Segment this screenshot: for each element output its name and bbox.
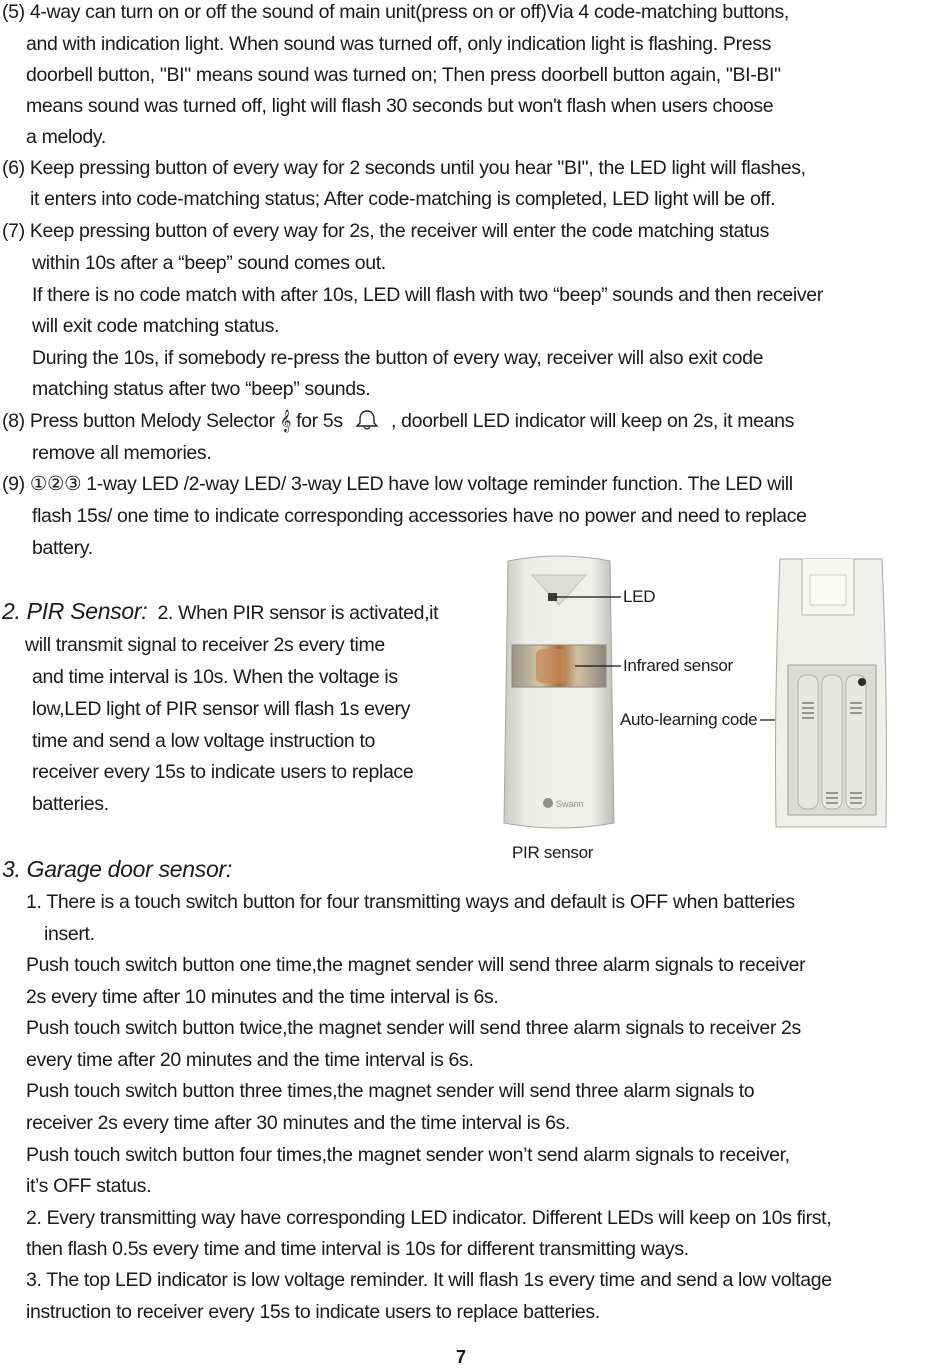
item-7-line-5: During the 10s, if somebody re-press the button of every way, receiver will also exit code [32, 347, 764, 369]
item-9-line-3: battery. [32, 537, 93, 559]
garage-line-14: instruction to receiver every 15s to indicate users to replace batteries. [26, 1301, 600, 1323]
garage-line-6: every time after 20 minutes and the time interval is 6s. [26, 1049, 474, 1071]
item-7-line-6: matching status after two “beep” sounds. [32, 378, 371, 400]
garage-line-1: 1. There is a touch switch button for four transmitting ways and default is OFF when batteries [26, 891, 795, 913]
garage-heading: 3. Garage door sensor: [2, 856, 232, 882]
item-9-line-2: flash 15s/ one time to indicate corresponding accessories have no power and need to replace [32, 505, 807, 527]
item-5-line-4: means sound was turned off, light will flash 30 seconds but won't flash when users choose [26, 95, 774, 117]
item-5-line-3: doorbell button, "BI" means sound was turned on; Then press doorbell button again, "BI-BI" [26, 64, 781, 86]
garage-line-13: 3. The top LED indicator is low voltage reminder. It will flash 1s every time and send a low voltage [26, 1269, 832, 1291]
treble-clef-icon: 𝄞 [279, 410, 292, 432]
pir-line-1: will transmit signal to receiver 2s every time [25, 634, 385, 656]
pir-heading-text: 2. PIR Sensor: [2, 598, 148, 624]
pir-line-6: batteries. [32, 793, 109, 815]
garage-line-8: receiver 2s every time after 30 minutes and the time interval is 6s. [26, 1112, 571, 1134]
pir-line-3: low,LED light of PIR sensor will flash 1s every [32, 698, 411, 720]
item-8-line-1 [2, 409, 794, 433]
callout-auto-learning: Auto-learning code [620, 710, 758, 729]
garage-line-7: Push touch switch button three times,the magnet sender will send three alarm signals to [26, 1080, 755, 1102]
brand-logo-text: Swann [556, 799, 584, 809]
pir-sensor-back-image [772, 555, 890, 835]
item-6-line-2: it enters into code-matching status; After code-matching is completed, LED light will be off. [30, 188, 776, 210]
garage-line-9: Push touch switch button four times,the magnet sender won’t send alarm signals to receiver, [26, 1144, 790, 1166]
pir-line-5: receiver every 15s to indicate users to replace [32, 761, 414, 783]
item-7-line-1: (7) Keep pressing button of every way for 2s, the receiver will enter the code matching status [2, 220, 770, 242]
garage-line-2: insert. [44, 923, 95, 945]
garage-line-3: Push touch switch button one time,the magnet sender will send three alarm signals to receiver [26, 954, 806, 976]
item-8-post: , doorbell LED indicator will keep on 2s, it means [390, 410, 794, 432]
pir-line-2: and time interval is 10s. When the voltage is [32, 666, 398, 688]
garage-line-11: 2. Every transmitting way have corresponding LED indicator. Different LEDs will keep on 10s first, [26, 1207, 832, 1229]
callout-led: LED [623, 587, 656, 606]
page-number: 7 [456, 1347, 467, 1367]
garage-line-5: Push touch switch button twice,the magnet sender will send three alarm signals to receiver 2s [26, 1017, 801, 1039]
item-8-mid: for 5s [296, 410, 343, 432]
item-7-line-3: If there is no code match with after 10s, LED will flash with two “beep” sounds and then receiver [32, 284, 823, 306]
item-5-line-2: and with indication light. When sound was turned off, only indication light is flashing. Press [26, 33, 772, 55]
item-6-line-1: (6) Keep pressing button of every way for 2 seconds until you hear "BI", the LED light will flashes, [2, 157, 806, 179]
pir-lead-text: 2. When PIR sensor is activated,it [157, 602, 439, 624]
garage-line-4: 2s every time after 10 minutes and the time interval is 6s. [26, 986, 499, 1008]
item-9-line-1: (9) ①②③ 1-way LED /2-way LED/ 3-way LED have low voltage reminder function. The LED will [2, 473, 793, 495]
item-8-pre: (8) Press button Melody Selector [2, 410, 275, 432]
pir-line-4: time and send a low voltage instruction to [32, 730, 376, 752]
item-5-line-5: a melody. [26, 126, 106, 148]
bell-icon [354, 409, 380, 431]
pir-heading [2, 597, 438, 627]
figure-caption: PIR sensor [512, 843, 594, 862]
item-5-line-1: (5) 4-way can turn on or off the sound of main unit(press on or off)Via 4 code-matching buttons, [2, 1, 789, 23]
callout-infrared: Infrared sensor [623, 656, 733, 675]
item-7-line-4: will exit code matching status. [32, 315, 280, 337]
item-7-line-2: within 10s after a “beep” sound comes out. [32, 252, 386, 274]
garage-line-10: it’s OFF status. [26, 1175, 152, 1197]
garage-line-12: then flash 0.5s every time and time interval is 10s for different transmitting ways. [26, 1238, 689, 1260]
item-8-line-2: remove all memories. [32, 442, 212, 464]
